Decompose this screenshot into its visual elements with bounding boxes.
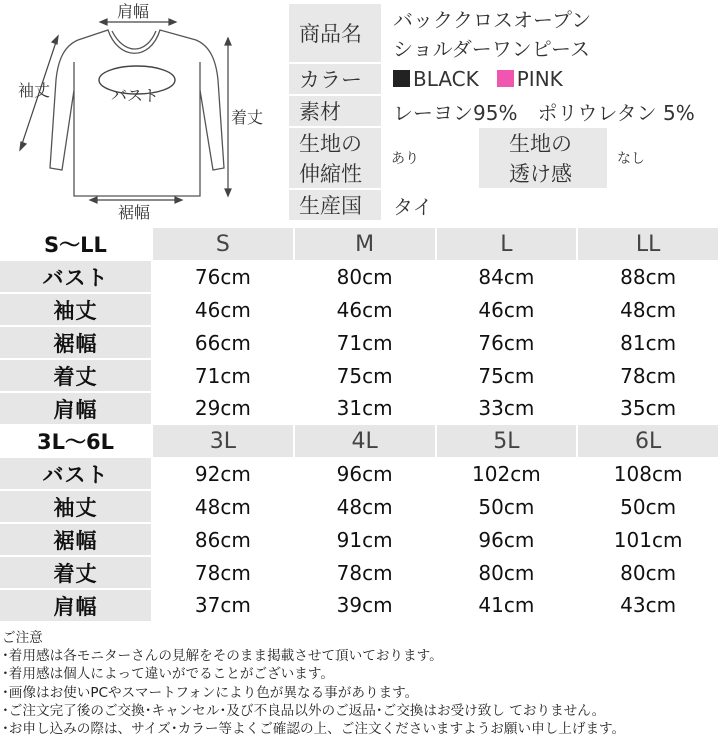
hem-label: 裾幅 [118,203,151,222]
country-value: タイ [382,189,717,221]
table-cell: 33cm [436,392,578,424]
table-cell: 75cm [436,359,578,392]
size-header: S [152,228,294,260]
table-cell: 108cm [577,457,719,490]
color-pink: PINK [516,67,563,91]
size-table-s-ll [0,228,720,424]
table-cell: 75cm [294,359,436,392]
size-table-3l-6l [0,425,720,621]
table-cell: 96cm [294,457,436,490]
bust-label: バスト [111,86,160,105]
table-row [0,293,719,326]
garment-outline [50,30,224,196]
size-header-row [0,228,719,260]
table-cell: 92cm [152,457,294,490]
size-range-label: 3L～6L [0,425,152,457]
shoulder-label: 肩幅 [117,2,150,21]
material-label: 素材 [288,95,382,127]
table-row [0,556,719,589]
size-header: M [294,228,436,260]
black-swatch-icon [393,70,410,87]
table-cell: 35cm [577,392,719,424]
table-cell: 50cm [436,490,578,523]
row-label: バスト [0,260,152,293]
table-cell: 31cm [294,392,436,424]
row-label: 肩幅 [0,392,152,424]
product-name-label: 商品名 [288,3,382,63]
size-header: LL [577,228,719,260]
row-label: 着丈 [0,359,152,392]
table-row [0,392,719,424]
material-row [288,95,717,127]
table-row [0,523,719,556]
product-name-line1: バッククロスオープン [393,8,592,32]
table-cell: 78cm [152,556,294,589]
table-cell: 101cm [577,523,719,556]
sleeve-label: 袖丈 [18,81,51,100]
table-cell: 46cm [152,293,294,326]
note-line: ･着用感は各モニターさんの見解をそのまま掲載させて頂いております。 [2,648,443,665]
color-row [288,63,717,95]
row-label: 着丈 [0,556,152,589]
notes-title: ご注意 [2,630,43,646]
note-line: ･画像はお使いPCやスマートフォンにより色が異なる事があります。 [2,684,419,701]
size-header: L [436,228,578,260]
stretch-value: あり [382,127,478,189]
sheer-label-line2: 透け感 [509,162,572,186]
row-label: 裾幅 [0,326,152,359]
product-name-row [288,3,717,63]
note-line: ･着用感は個人によって違いがでることがございます。 [2,666,334,683]
table-cell: 78cm [294,556,436,589]
stretch-label-line2: 伸縮性 [299,162,362,186]
table-cell: 84cm [436,260,578,293]
country-label: 生産国 [288,189,382,221]
country-row [288,189,717,221]
pink-swatch-icon [497,70,514,87]
sheer-label-line1: 生地の [509,132,572,156]
table-cell: 91cm [294,523,436,556]
table-cell: 50cm [577,490,719,523]
size-header: 3L [152,425,294,457]
color-label: カラー [288,63,382,95]
table-cell: 81cm [577,326,719,359]
table-cell: 71cm [152,359,294,392]
table-cell: 76cm [152,260,294,293]
table-cell: 66cm [152,326,294,359]
table-cell: 46cm [294,293,436,326]
size-header: 6L [577,425,719,457]
product-name-line2: ショルダーワンピース [393,37,590,61]
table-cell: 80cm [294,260,436,293]
note-line: ･ご注文完了後のご交換･キャンセル･及び不良品以外のご返品･ご交換はお受け致し ておりません。 [2,702,606,719]
table-cell: 48cm [577,293,719,326]
table-cell: 37cm [152,589,294,621]
table-row [0,359,719,392]
table-cell: 86cm [152,523,294,556]
table-cell: 80cm [577,556,719,589]
row-label: 袖丈 [0,490,152,523]
fabric-properties-row [288,127,717,189]
table-cell: 80cm [436,556,578,589]
stretch-label [288,127,382,189]
table-row [0,589,719,621]
sheer-value: なし [608,127,717,189]
table-cell: 48cm [152,490,294,523]
material-value: レーヨン95% ポリウレタン 5% [382,95,717,127]
stretch-label-line1: 生地の [299,132,362,156]
color-black: BLACK [413,67,479,91]
table-cell: 78cm [577,359,719,392]
table-cell: 96cm [436,523,578,556]
table-cell: 71cm [294,326,436,359]
table-cell: 48cm [294,490,436,523]
table-cell: 39cm [294,589,436,621]
size-header-row [0,425,719,457]
row-label: バスト [0,457,152,490]
sheer-label [478,127,608,189]
table-cell: 43cm [577,589,719,621]
note-line: ･お申し込みの際は、サイズ･カラー等よくご確認の上、ご注文くださいますようお願い申し上げます。 [2,721,626,738]
product-info-table [287,2,718,222]
product-name-value [382,3,717,63]
size-range-label: S～LL [0,228,152,260]
row-label: 袖丈 [0,293,152,326]
length-label: 着丈 [231,108,264,127]
table-cell: 41cm [436,589,578,621]
table-row [0,490,719,523]
notes-section [2,629,718,738]
table-cell: 46cm [436,293,578,326]
color-value [382,63,717,95]
table-row [0,457,719,490]
table-cell: 88cm [577,260,719,293]
size-header: 5L [436,425,578,457]
row-label: 裾幅 [0,523,152,556]
table-cell: 29cm [152,392,294,424]
size-header: 4L [294,425,436,457]
table-row [0,326,719,359]
table-cell: 76cm [436,326,578,359]
garment-measurement-figure [0,0,285,222]
row-label: 肩幅 [0,589,152,621]
table-row [0,260,719,293]
table-cell: 102cm [436,457,578,490]
